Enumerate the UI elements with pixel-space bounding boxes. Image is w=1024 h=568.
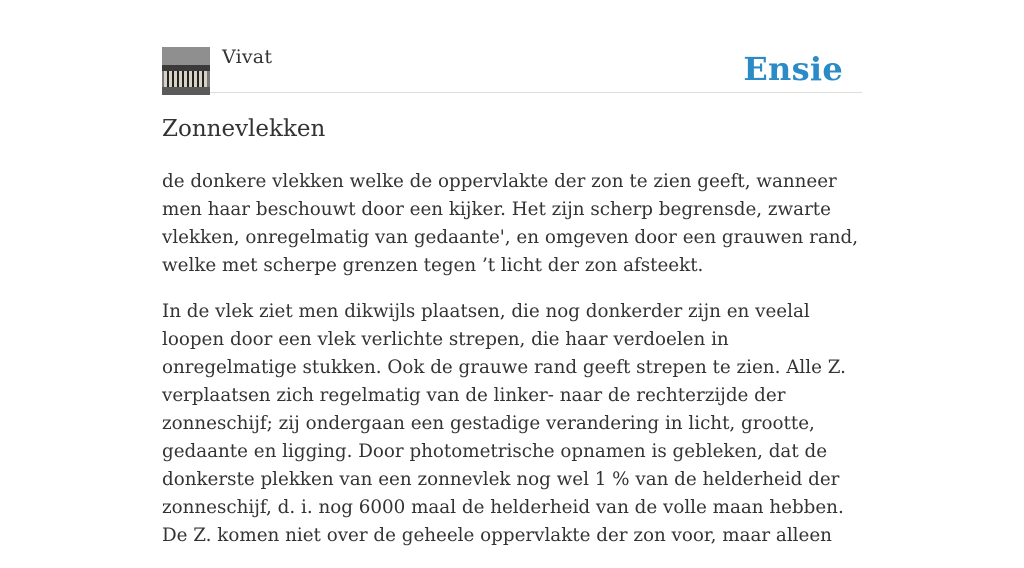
avatar[interactable] bbox=[162, 47, 210, 95]
paragraph: de donkere vlekken welke de oppervlakte der zon te zien geeft, wanneer men haar beschouwt door een kijker. Het zijn scherp begrensde, zwarte vlekken, onregelmatig van gedaante', en omgeven door een grauwen rand, welke met scherpe grenzen tegen ’t licht der zon afsteekt. bbox=[162, 171, 859, 276]
article-body bbox=[162, 168, 862, 568]
author-name[interactable]: Vivat bbox=[222, 46, 273, 68]
article-container bbox=[162, 0, 862, 546]
page-title: Zonnevlekken bbox=[162, 116, 326, 142]
brand-logo[interactable]: Ensie bbox=[743, 50, 843, 88]
typewriter-keys-avatar-icon bbox=[162, 47, 210, 95]
paragraph: In de vlek ziet men dikwijls plaatsen, die nog donkerder zijn en veelal loopen door een vlek verlichte strepen, die haar verdoelen in onregelmatige stukken. Ook de grauwe rand geeft strepen te zien. Alle Z. verplaatsen zich regelmatig van de linker- naar de rechterzijde der zonneschijf; zij ondergaan een gestadige verandering in licht, grootte, gedaante en ligging. Door photometrische opnamen is gebleken, dat de donkerste plekken van een zonnevlek nog wel 1 % van de helderheid der zonneschijf, d. i. nog 6000 maal de helderheid van de volle maan hebben. De Z. komen niet over de geheele oppervlakte der zon voor, maar alleen bbox=[162, 301, 846, 546]
article-header bbox=[162, 0, 862, 93]
